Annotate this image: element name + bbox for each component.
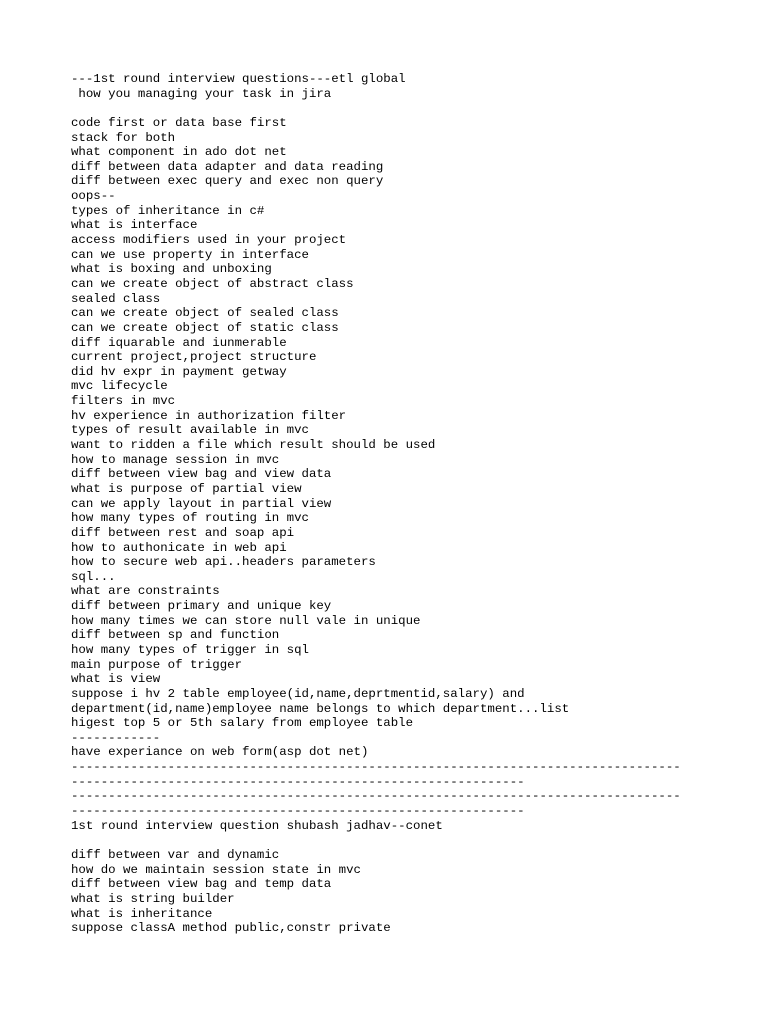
text-line — [71, 833, 711, 848]
text-line: higest top 5 or 5th salary from employee table — [71, 716, 414, 731]
text-line: what are constraints — [71, 584, 220, 599]
text-line: ------------------------------------------------------------- — [71, 804, 525, 819]
text-line: ------------ — [71, 730, 161, 745]
text-line: types of result available in mvc — [71, 423, 309, 438]
text-line: diff between exec query and exec non query — [71, 174, 384, 189]
text-line: what is string builder — [71, 891, 235, 906]
text-line: diff between view bag and temp data — [71, 877, 332, 892]
text-line: types of inheritance in c# — [71, 203, 265, 218]
text-line: filters in mvc — [71, 394, 176, 409]
text-line: what is inheritance — [71, 906, 213, 921]
text-line: how to authonicate in web api — [71, 540, 287, 555]
text-line: what is purpose of partial view — [71, 481, 302, 496]
text-line: what is interface — [71, 218, 198, 233]
text-line: hv experience in authorization filter — [71, 408, 347, 423]
text-line: can we create object of sealed class — [71, 306, 339, 321]
text-line: have experiance on web form(asp dot net) — [71, 745, 369, 760]
text-line: suppose classA method public,constr private — [71, 921, 391, 936]
text-line: how you managing your task in jira — [71, 86, 332, 101]
text-line: ---------------------------------------------------------------------------------- — [71, 789, 681, 804]
text-line: code first or data base first — [71, 115, 287, 130]
text-line: what is boxing and unboxing — [71, 262, 272, 277]
text-line: access modifiers used in your project — [71, 233, 347, 248]
text-line: can we use property in interface — [71, 247, 309, 262]
text-line: diff between sp and function — [71, 628, 280, 643]
text-line: sealed class — [71, 291, 161, 306]
text-line: diff between rest and soap api — [71, 525, 295, 540]
text-line: how many types of routing in mvc — [71, 511, 309, 526]
text-line — [71, 101, 711, 116]
text-line: main purpose of trigger — [71, 657, 243, 672]
text-line: ---------------------------------------------------------------------------------- — [71, 760, 681, 775]
text-line: suppose i hv 2 table employee(id,name,deprtmentid,salary) and — [71, 686, 525, 701]
text-line: can we create object of abstract class — [71, 276, 354, 291]
text-line: diff between data adapter and data reading — [71, 159, 384, 174]
text-line: department(id,name)employee name belongs to which department...list — [71, 701, 570, 716]
text-line: current project,project structure — [71, 350, 317, 365]
text-line: want to ridden a file which result should be used — [71, 438, 436, 453]
text-line: stack for both — [71, 130, 176, 145]
text-line: how many types of trigger in sql — [71, 642, 309, 657]
text-line: what is view — [71, 672, 161, 687]
text-line: sql... — [71, 569, 116, 584]
text-line: can we apply layout in partial view — [71, 496, 332, 511]
text-line: ---1st round interview questions---etl global — [71, 72, 406, 86]
text-line: oops-- — [71, 189, 116, 204]
text-line: how to manage session in mvc — [71, 452, 280, 467]
text-line: ------------------------------------------------------------- — [71, 774, 525, 789]
text-line: diff between primary and unique key — [71, 599, 332, 614]
text-line: did hv expr in payment getway — [71, 364, 287, 379]
text-line: diff between view bag and view data — [71, 467, 332, 482]
text-line: diff iquarable and iunmerable — [71, 335, 287, 350]
text-line: 1st round interview question shubash jadhav--conet — [71, 818, 443, 833]
text-line: diff between var and dynamic — [71, 847, 280, 862]
text-line: how to secure web api..headers parameters — [71, 555, 376, 570]
text-line: how do we maintain session state in mvc — [71, 862, 361, 877]
document-text — [71, 72, 711, 936]
text-line: what component in ado dot net — [71, 145, 287, 160]
text-line: how many times we can store null vale in unique — [71, 613, 421, 628]
text-line: mvc lifecycle — [71, 379, 168, 394]
text-line: can we create object of static class — [71, 320, 339, 335]
